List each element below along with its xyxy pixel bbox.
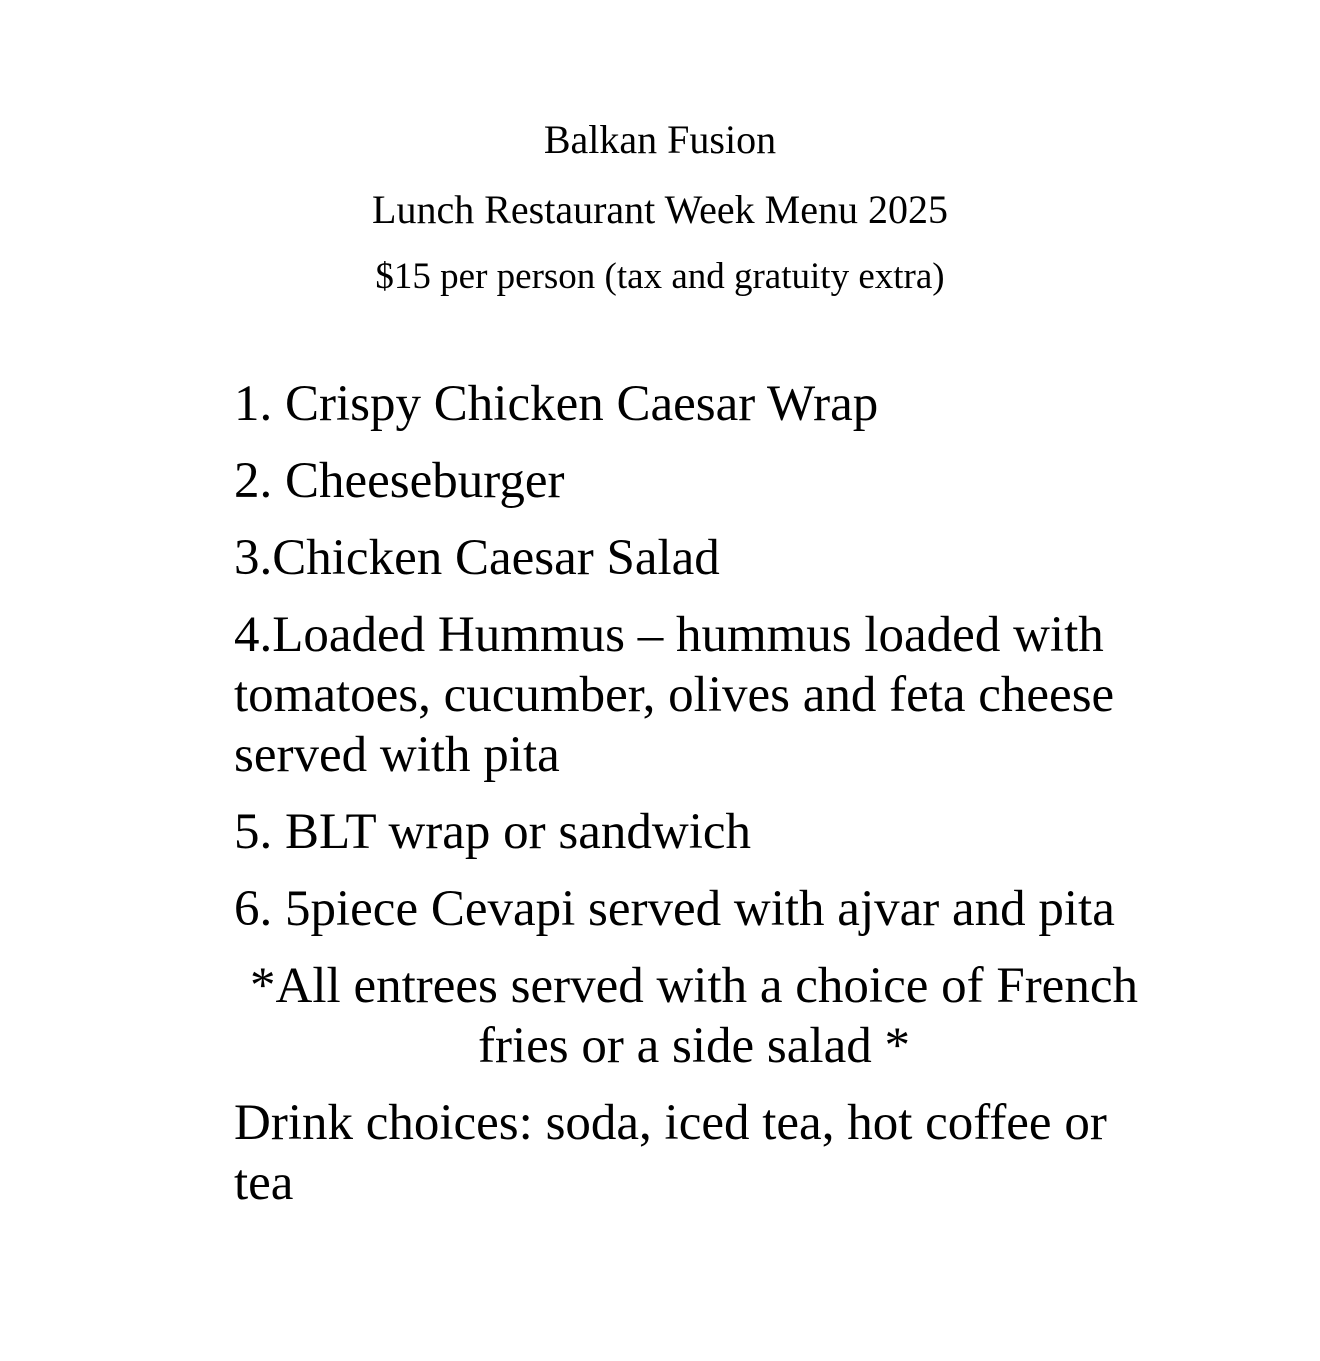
menu-item-3: 3.Chicken Caesar Salad xyxy=(234,530,720,586)
menu-item-1: 1. Crispy Chicken Caesar Wrap xyxy=(234,376,879,432)
menu-item-6: 6. 5piece Cevapi served with ajvar and pita xyxy=(234,881,1115,937)
menu-item-4: 4.Loaded Hummus – hummus loaded with tomatoes, cucumber, olives and feta cheese served with pita xyxy=(234,607,1115,783)
menu-item-2: 2. Cheeseburger xyxy=(234,453,565,509)
menu-title: Lunch Restaurant Week Menu 2025 xyxy=(372,187,948,232)
price-note: $15 per person (tax and gratuity extra) xyxy=(375,256,945,297)
menu-item-5: 5. BLT wrap or sandwich xyxy=(234,804,752,860)
restaurant-name: Balkan Fusion xyxy=(543,117,777,162)
menu-list xyxy=(234,374,1154,1213)
drink-choices: Drink choices: soda, iced tea, hot coffee or tea xyxy=(234,1095,1107,1211)
entree-side-note: *All entrees served with a choice of French fries or a side salad * xyxy=(250,958,1138,1074)
